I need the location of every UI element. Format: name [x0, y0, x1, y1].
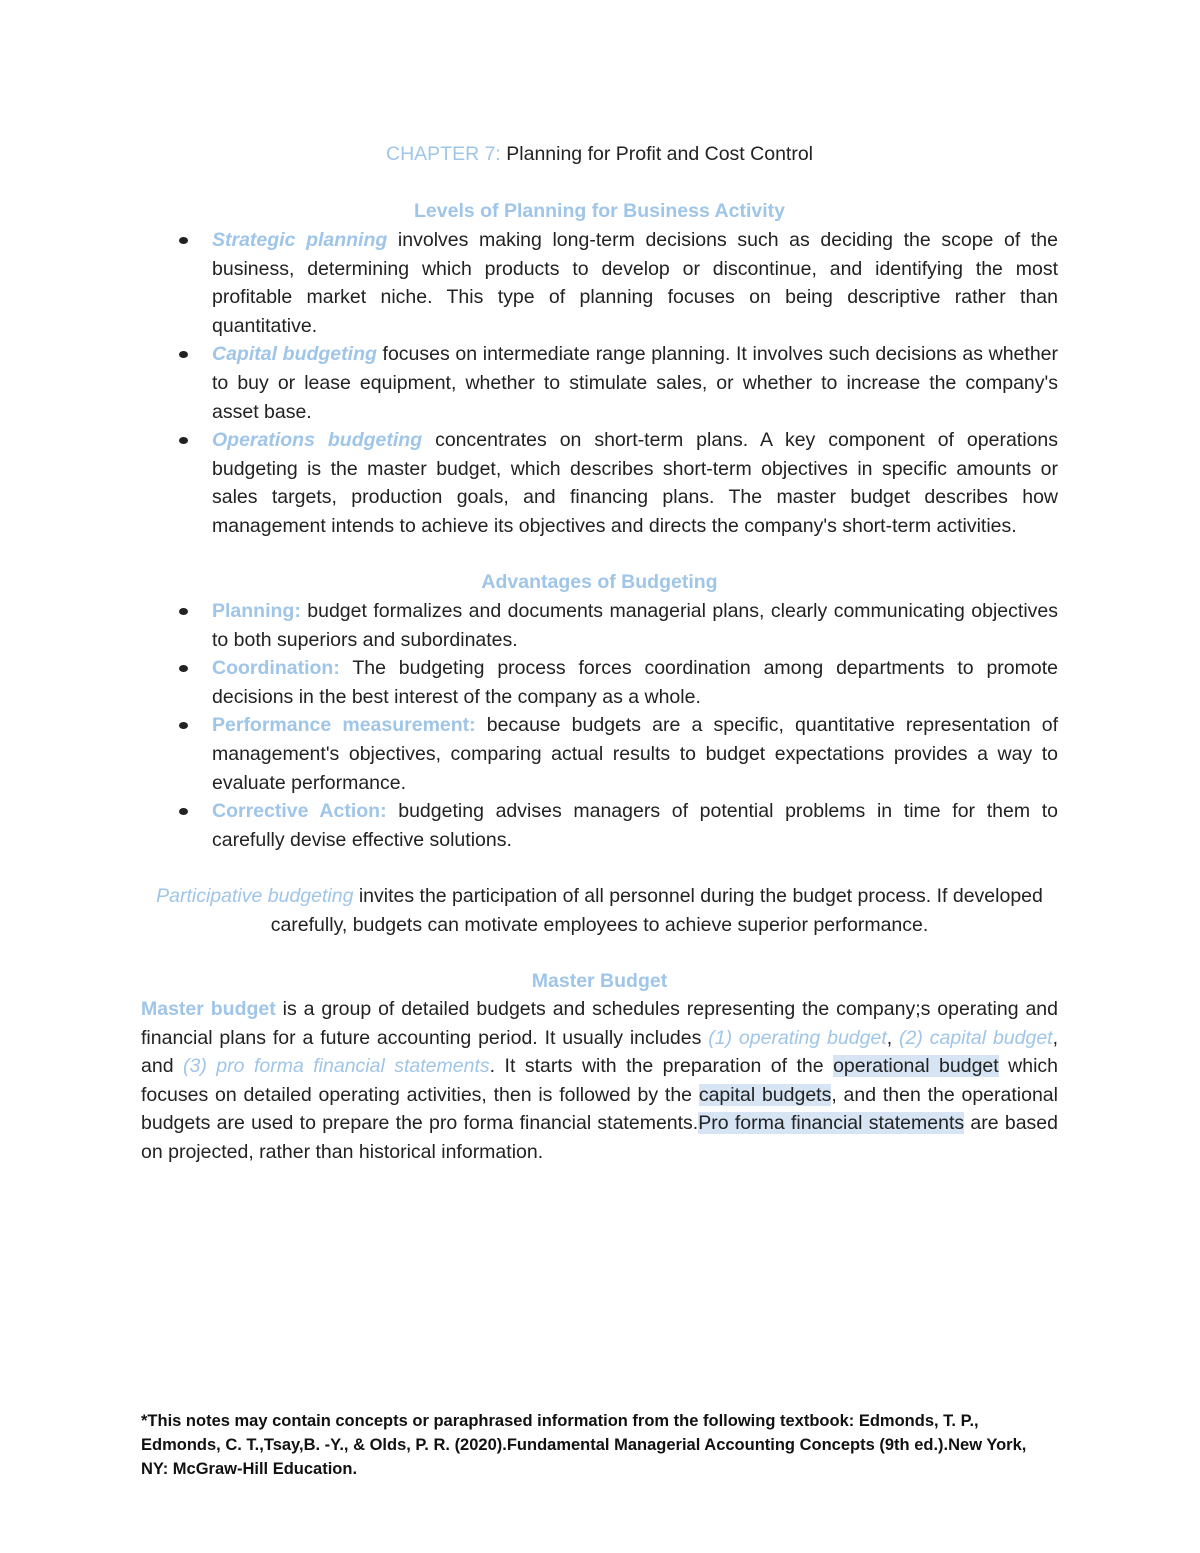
list-item	[141, 426, 1058, 540]
levels-heading: Levels of Planning for Business Activity	[414, 200, 785, 222]
paragraph-text: is a group of detailed budgets and schedules representing the company;s operating and financial plans for a future accounting period. It usually includes	[141, 998, 1058, 1049]
term-planning: Planning:	[212, 600, 301, 622]
term-participative-budgeting: Participative budgeting	[156, 885, 354, 907]
chapter-name: Planning for Profit and Cost Control	[500, 143, 814, 165]
participative-text: invites the participation of all personnel during the budget process. If developed carefully, budgets can motivate employees to achieve superior performance.	[270, 885, 1043, 936]
link-pro-forma-statements: (3) pro forma financial statements	[183, 1055, 490, 1078]
master-budget-paragraph	[141, 995, 1058, 1167]
item-text: budgeting advises managers of potential problems in time for them to carefully devise effective solutions.	[212, 800, 1059, 851]
paragraph-text: ,	[886, 1026, 900, 1049]
term-corrective-action: Corrective Action:	[212, 800, 387, 823]
footnote: *This notes may contain concepts or paraphrased information from the following textbook: Edmonds, T. P., Edmonds, C. T.,Tsay,B. -Y., & Olds, P. R. (2020).Fundamental Managerial Accounting Concepts (9th ed.).New York, NY: McGraw-Hill Education.	[141, 1412, 1027, 1478]
master-budget-heading: Master Budget	[531, 970, 668, 992]
item-text: focuses on intermediate range planning. It involves such decisions as whether to buy or lease equipment, whether to stimulate sales, or whether to increase the company's asset base.	[212, 343, 1058, 423]
chapter-title	[141, 139, 1058, 169]
paragraph-text: , and	[141, 1026, 1059, 1078]
highlight-capital-budgets: capital budgets	[698, 1083, 832, 1106]
item-text: budget formalizes and documents managerial plans, clearly communicating objectives to both superiors and subordinates.	[212, 600, 1058, 651]
list-item	[141, 711, 1058, 797]
list-item	[141, 797, 1058, 854]
link-capital-budget: (2) capital budget	[899, 1026, 1053, 1049]
paragraph-text: . It starts with the preparation of the	[489, 1055, 834, 1078]
link-operating-budget: (1) operating budget	[708, 1026, 887, 1049]
paragraph-text: are based on projected, rather than historical information.	[141, 1112, 1058, 1163]
item-text: involves making long-term decisions such as deciding the scope of the business, determining which products to develop or discontinue, and identifying the most profitable market niche. This type of planning focuses on being descriptive rather than quantitative.	[212, 229, 1059, 337]
chapter-label: CHAPTER 7:	[385, 143, 501, 165]
participative-paragraph	[141, 882, 1058, 939]
item-text: The budgeting process forces coordination among departments to promote decisions in the best interest of the company as a whole.	[212, 657, 1058, 708]
levels-list	[141, 226, 1058, 541]
term-capital-budgeting: Capital budgeting	[212, 343, 377, 366]
term-strategic-planning: Strategic planning	[212, 229, 388, 251]
advantages-heading: Advantages of Budgeting	[481, 571, 718, 593]
item-text: concentrates on short-term plans. A key component of operations budgeting is the master budget, which describes short-term objectives in specific amounts or sales targets, production goals, and financing plans. The master budget describes how management intends to achieve its objectives and directs the company's short-term activities.	[212, 429, 1058, 537]
item-text: because budgets are a specific, quantitative representation of management's objectives, comparing actual results to budget expectations provides a way to evaluate performance.	[212, 714, 1058, 794]
list-item	[141, 654, 1058, 711]
term-operations-budgeting: Operations budgeting	[212, 429, 423, 452]
paragraph-text: which focuses on detailed operating activities, then is followed by the	[141, 1055, 1059, 1106]
term-coordination: Coordination:	[212, 657, 340, 680]
list-item	[141, 340, 1058, 426]
list-item	[141, 226, 1058, 340]
term-performance-measurement: Performance measurement:	[212, 714, 476, 737]
highlight-operational-budget: operational budget	[833, 1055, 999, 1078]
advantages-list	[141, 597, 1058, 854]
highlight-pro-forma: Pro forma financial statements	[698, 1112, 965, 1135]
term-master-budget: Master budget	[141, 998, 276, 1020]
list-item	[141, 597, 1058, 654]
paragraph-text: , and then the operational budgets are used to prepare the pro forma financial statements.	[141, 1083, 1058, 1135]
